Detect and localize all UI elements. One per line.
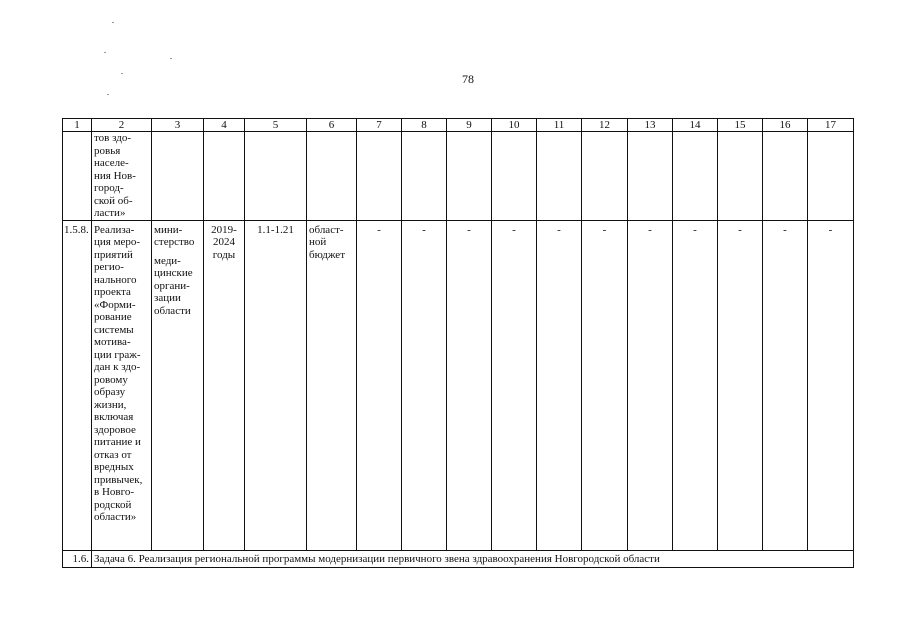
table-header-row bbox=[63, 119, 854, 132]
value-cell: - bbox=[582, 220, 628, 550]
indicators: 1.1-1.21 bbox=[245, 220, 307, 550]
header-cell: 9 bbox=[447, 119, 492, 132]
task-number: 1.6. bbox=[63, 550, 92, 567]
executor-cell bbox=[152, 220, 204, 550]
header-cell: 7 bbox=[357, 119, 402, 132]
value-cell: - bbox=[537, 220, 582, 550]
funding-source: област- ной бюджет bbox=[307, 220, 357, 550]
value-cell: - bbox=[492, 220, 537, 550]
row-number: 1.5.8. bbox=[63, 220, 92, 550]
header-cell: 4 bbox=[204, 119, 245, 132]
value-cell: - bbox=[357, 220, 402, 550]
task-row bbox=[63, 550, 854, 567]
table-row bbox=[63, 132, 854, 221]
header-cell: 14 bbox=[673, 119, 718, 132]
value-cell: - bbox=[763, 220, 808, 550]
activity-name: Реализа- ция меро- приятий регио- нального проекта «Форми- рование системы мотива- ции граж- дан к здо- ровому образу жизни, включая здоровое питание и отказ от вредных привычек, в Новго- родской области» bbox=[92, 220, 152, 550]
header-cell: 10 bbox=[492, 119, 537, 132]
header-cell: 5 bbox=[245, 119, 307, 132]
task-title: Задача 6. Реализация региональной программы модернизации первичного звена здравоохранения Новгородской области bbox=[92, 550, 854, 567]
header-cell: 1 bbox=[63, 119, 92, 132]
header-cell: 6 bbox=[307, 119, 357, 132]
executor-ministry: мини- стерство bbox=[154, 223, 195, 248]
table-row bbox=[63, 220, 854, 550]
header-cell: 16 bbox=[763, 119, 808, 132]
executor-medical-orgs: меди- цинские органи- зации области bbox=[154, 254, 193, 317]
value-cell: - bbox=[718, 220, 763, 550]
continuation-text: тов здо- ровья населе- ния Нов- город- ской об- ласти» bbox=[92, 132, 152, 221]
header-cell: 2 bbox=[92, 119, 152, 132]
period: 2019- 2024 годы bbox=[204, 220, 245, 550]
header-cell: 3 bbox=[152, 119, 204, 132]
header-cell: 8 bbox=[402, 119, 447, 132]
value-cell: - bbox=[447, 220, 492, 550]
value-cell: - bbox=[628, 220, 673, 550]
value-cell: - bbox=[808, 220, 854, 550]
header-cell: 17 bbox=[808, 119, 854, 132]
header-cell: 13 bbox=[628, 119, 673, 132]
page-number: 78 bbox=[462, 72, 474, 86]
header-cell: 11 bbox=[537, 119, 582, 132]
budget-table bbox=[62, 118, 854, 568]
value-cell: - bbox=[402, 220, 447, 550]
value-cell: - bbox=[673, 220, 718, 550]
header-cell: 15 bbox=[718, 119, 763, 132]
header-cell: 12 bbox=[582, 119, 628, 132]
